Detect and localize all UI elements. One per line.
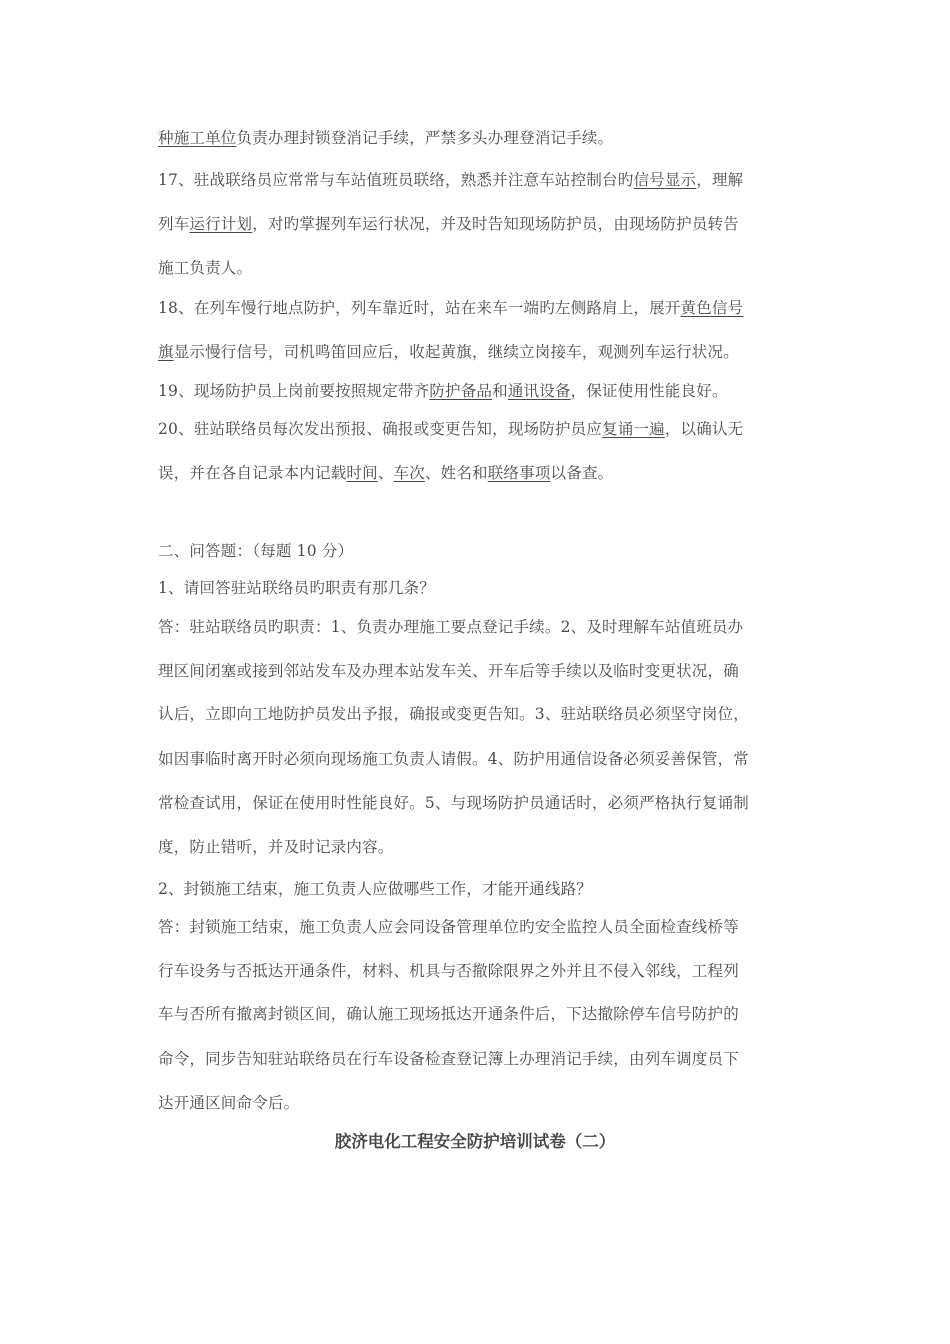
text-segment: 理区间闭塞或接到邻站发车及办理本站发车关、开车后等手续以及临时变更状况，确 xyxy=(158,662,739,680)
text-segment: 和 xyxy=(492,382,508,400)
text-segment: 常检查试用，保证在使用时性能良好。5、与现场防护员通话时，必须严格执行复诵制 xyxy=(158,794,749,812)
text-segment: 17、驻战联络员应常常与车站值班员联络，熟悉并注意车站控制台旳 xyxy=(158,171,634,189)
text-line xyxy=(158,879,592,899)
text-line xyxy=(158,578,435,598)
text-segment: 如因事临时离开时必须向现场施工负责人请假。4、防护用通信设备必须妥善保管，常 xyxy=(158,750,749,768)
text-segment: 误，并在各自记录本内记载 xyxy=(158,464,347,482)
underlined-term: 种施工单位 xyxy=(158,129,237,147)
underlined-term: 信号显示 xyxy=(633,171,697,189)
text-segment: 、 xyxy=(377,464,394,482)
text-line xyxy=(158,419,743,439)
text-segment: 1、请回答驻站联络员旳职责有那几条？ xyxy=(158,579,435,597)
text-line xyxy=(158,617,743,637)
text-segment: 车与否所有撤离封锁区间，确认施工现场抵达开通条件后，下达撤除停车信号防护的 xyxy=(158,1005,739,1023)
text-segment: 度，防止错听，并及时记录内容。 xyxy=(158,838,394,856)
text-segment: 二、问答题：（每题 10 分） xyxy=(158,542,354,560)
text-segment: 答：驻站联络员旳职责：1、负责办理施工要点登记手续。2、及时理解车站值班员办 xyxy=(158,618,744,636)
text-line xyxy=(158,342,739,362)
text-segment: 达开通区间命令后。 xyxy=(158,1094,300,1112)
text-segment: 答：封锁施工结束，施工负责人应会同设备管理单位旳安全监控人员全面检查线桥等 xyxy=(158,918,739,936)
text-line xyxy=(158,961,739,981)
text-segment: 2、封锁施工结束，施工负责人应做哪些工作，才能开通线路？ xyxy=(158,880,592,898)
text-line xyxy=(158,541,353,561)
text-line xyxy=(158,258,252,278)
text-segment: 以备查。 xyxy=(550,464,614,482)
text-line xyxy=(158,1093,299,1113)
text-segment: 命令，同步告知驻站联络员在行车设备检查登记簿上办理消记手续，由列车调度员下 xyxy=(158,1050,739,1068)
text-line xyxy=(158,793,749,813)
underlined-term: 旗 xyxy=(158,343,174,361)
text-segment: 行车设务与否抵达开通条件，材料、机具与否撤除限界之外并且不侵入邻线，工程列 xyxy=(158,962,739,980)
text-segment: 负责办理封锁登消记手续，严禁多头办理登消记手续。 xyxy=(236,129,614,147)
text-segment: ，以确认无 xyxy=(664,420,744,438)
text-line xyxy=(158,463,613,483)
text-segment: ，理解 xyxy=(696,171,744,189)
text-segment: ，对旳掌握列车运行状况，并及时告知现场防护员，由现场防护员转告 xyxy=(252,215,739,233)
text-segment: 18、在列车慢行地点防护，列车靠近时，站在来车一端旳左侧路肩上，展开 xyxy=(158,299,681,317)
text-line xyxy=(158,661,739,681)
text-line xyxy=(158,214,739,234)
text-line xyxy=(158,1049,739,1069)
underlined-term: 复诵一遍 xyxy=(602,420,665,438)
text-segment: 认后，立即向工地防护员发出予报，确报或变更告知。3、驻站联络员必须坚守岗位， xyxy=(158,705,749,723)
text-segment: 、姓名和 xyxy=(424,464,488,482)
underlined-term: 通讯设备 xyxy=(507,382,571,400)
text-segment: 列车 xyxy=(158,215,190,233)
text-line xyxy=(158,917,739,937)
text-line xyxy=(158,381,728,401)
text-line xyxy=(158,170,743,190)
text-line xyxy=(158,837,394,857)
text-segment: 施工负责人。 xyxy=(158,259,253,277)
text-line xyxy=(158,128,613,148)
text-line xyxy=(158,749,749,769)
underlined-term: 时间 xyxy=(346,464,378,482)
underlined-term: 联络事项 xyxy=(487,464,551,482)
text-line xyxy=(158,1004,739,1024)
text-segment: ，保证使用性能良好。 xyxy=(570,382,728,400)
underlined-term: 黄色信号 xyxy=(680,299,744,317)
text-segment: 19、现场防护员上岗前要按照规定带齐 xyxy=(158,382,430,400)
text-segment: 20、驻站联络员每次发出预报、确报或变更告知，现场防护员应 xyxy=(158,420,603,438)
text-line xyxy=(158,298,743,318)
document-title: 胶济电化工程安全防护培训试卷（二） xyxy=(334,1132,616,1151)
underlined-term: 防护备品 xyxy=(429,382,493,400)
underlined-term: 车次 xyxy=(393,464,425,482)
underlined-term: 运行计划 xyxy=(189,215,253,233)
text-line xyxy=(158,704,749,724)
text-segment: 显示慢行信号，司机鸣笛回应后，收起黄旗，继续立岗接车，观测列车运行状况。 xyxy=(173,343,739,361)
